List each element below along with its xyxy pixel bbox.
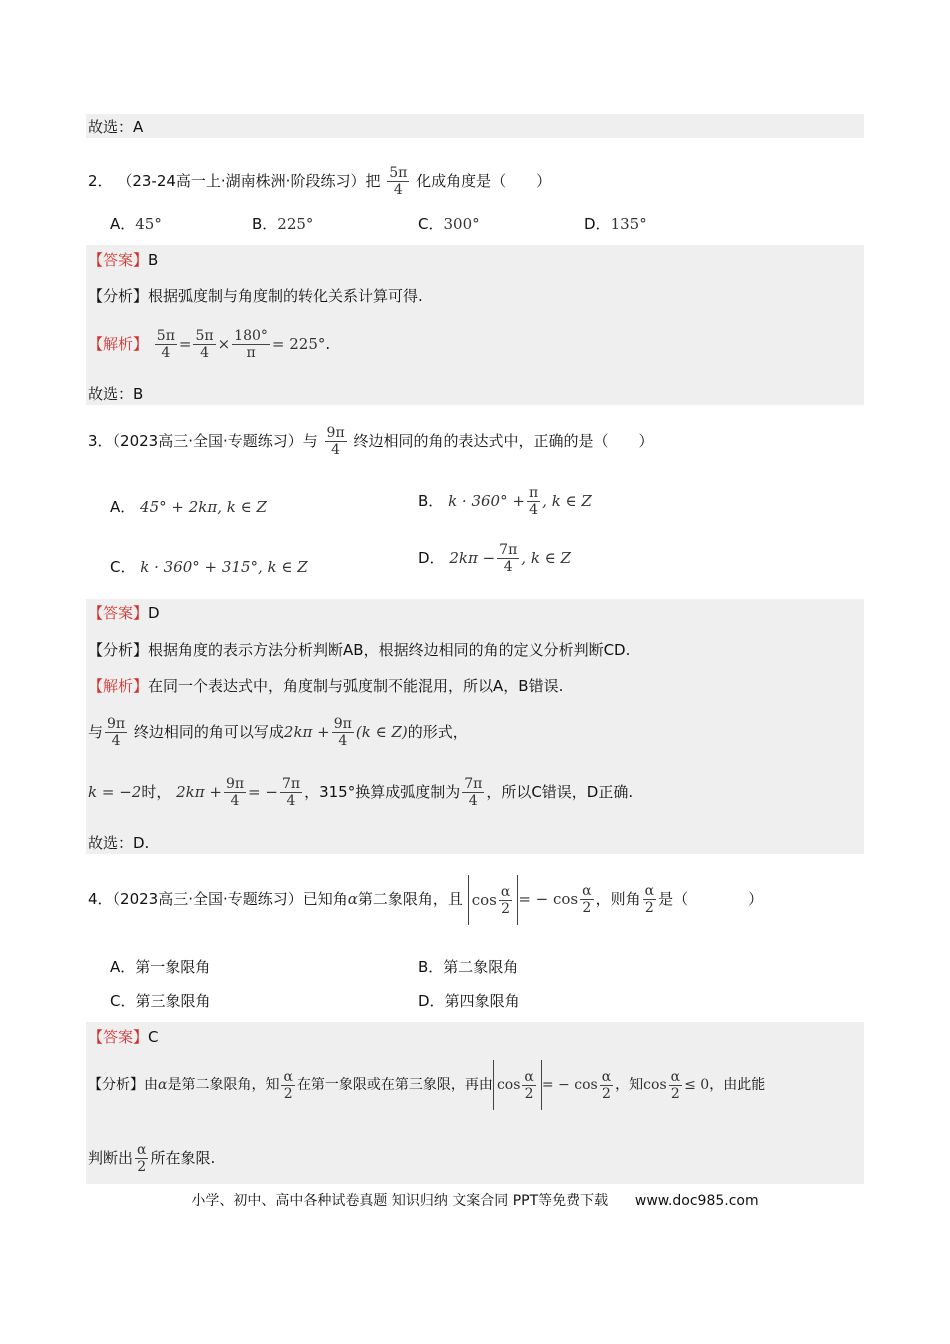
q2-number: 2． [88,172,113,190]
q3-answer: 【答案】D [88,604,160,622]
q3-stem: 3．（2023高三·全国·专题练习）与 $\frac{9\pi}{4}$ 终边相同的角的表达式中，正确的是（ ） [88,425,654,458]
q4-option-b[interactable]: B．第二象限角 [418,958,519,976]
q4-analysis-2: 判断出 $\frac{\alpha}{2}$ 所在象限. [88,1142,216,1175]
q4-answer: 【答案】C [88,1028,159,1046]
q2-option-d[interactable]: D．135° [584,215,647,233]
q4-analysis-1: 【分析】由α是第二象限角，知 $\frac{\alpha}{2}$ 在第一象限或在第三象限，再由 cos $\frac{\alpha}{2}$ = − cos $\frac{\alpha}{2}$ ，知cos $\frac{\alpha}{2}$ ≤ 0，由此能 [88,1060,765,1110]
q2-source: （23-24高一上·湖南株洲·阶段练习）把 [117,172,381,190]
q2-stem [88,165,551,198]
q2-conclusion: 故选：B [88,385,144,403]
page-footer [0,1190,950,1210]
q3-solution-3: k = −2时， 2kπ + $\frac{9\pi}{4}$ = − $\frac{7\pi}{4}$ ，315°换算成弧度制为 $\frac{7\pi}{4}$ ，所以C错误，D正确. [88,776,634,809]
prev-answer-block [86,114,864,138]
q2-analysis: 【分析】根据弧度制与角度制的转化关系计算可得. [88,287,423,305]
q2-option-a[interactable]: A．45° [110,215,162,233]
q3-option-c[interactable]: C． k · 360° + 315°, k ∈ Z [110,558,308,576]
q4-option-d[interactable]: D．第四象限角 [418,992,520,1010]
footer-url[interactable]: www.doc985.com [634,1193,759,1209]
q3-option-a[interactable]: A． 45° + 2kπ, k ∈ Z [110,498,267,516]
q3-option-d[interactable]: D． 2kπ − $\frac{7\pi}{4}$ , k ∈ Z [418,542,571,575]
q4-option-a[interactable]: A．第一象限角 [110,958,211,976]
q3-analysis: 【分析】根据角度的表示方法分析判断AB，根据终边相同的角的定义分析判断CD. [88,641,631,659]
q3-conclusion: 故选：D. [88,834,150,852]
prev-conclusion: 故选：A [88,118,144,136]
q4-option-c[interactable]: C．第三象限角 [110,992,211,1010]
q2-fraction: $\frac{5\pi}{4}$ [389,165,408,198]
q2-option-c[interactable]: C．300° [418,215,480,233]
q2-solution: 【解析】 $\frac{5\pi}{4}$ = $\frac{5\pi}{4}$ × $\frac{180^\circ}{\pi}$ = 225°. [88,328,331,361]
q3-solution-2: 与 $\frac{9\pi}{4}$ 终边相同的角可以写成2kπ + $\frac{9\pi}{4}$ (k ∈ Z)的形式， [88,716,468,749]
q3-solution-1: 【解析】在同一个表达式中，角度制与弧度制不能混用，所以A，B错误. [88,677,564,695]
q2-option-b[interactable]: B．225° [252,215,314,233]
q2-answer: 【答案】B [88,251,159,269]
q3-option-b[interactable]: B． k · 360° + $\frac{\pi}{4}$ , k ∈ Z [418,485,592,518]
q2-tail: 化成角度是（ ） [416,172,552,190]
q4-stem: 4．（2023高三·全国·专题练习）已知角α第二象限角，且 cos $\frac{\alpha}{2}$ = − cos $\frac{\alpha}{2}$ ，则角 $\frac{\alpha}{2}$ 是（ ） [88,874,763,925]
footer-text: 小学、初中、高中各种试卷真题 知识归纳 文案合同 PPT等免费下载 [191,1193,609,1209]
